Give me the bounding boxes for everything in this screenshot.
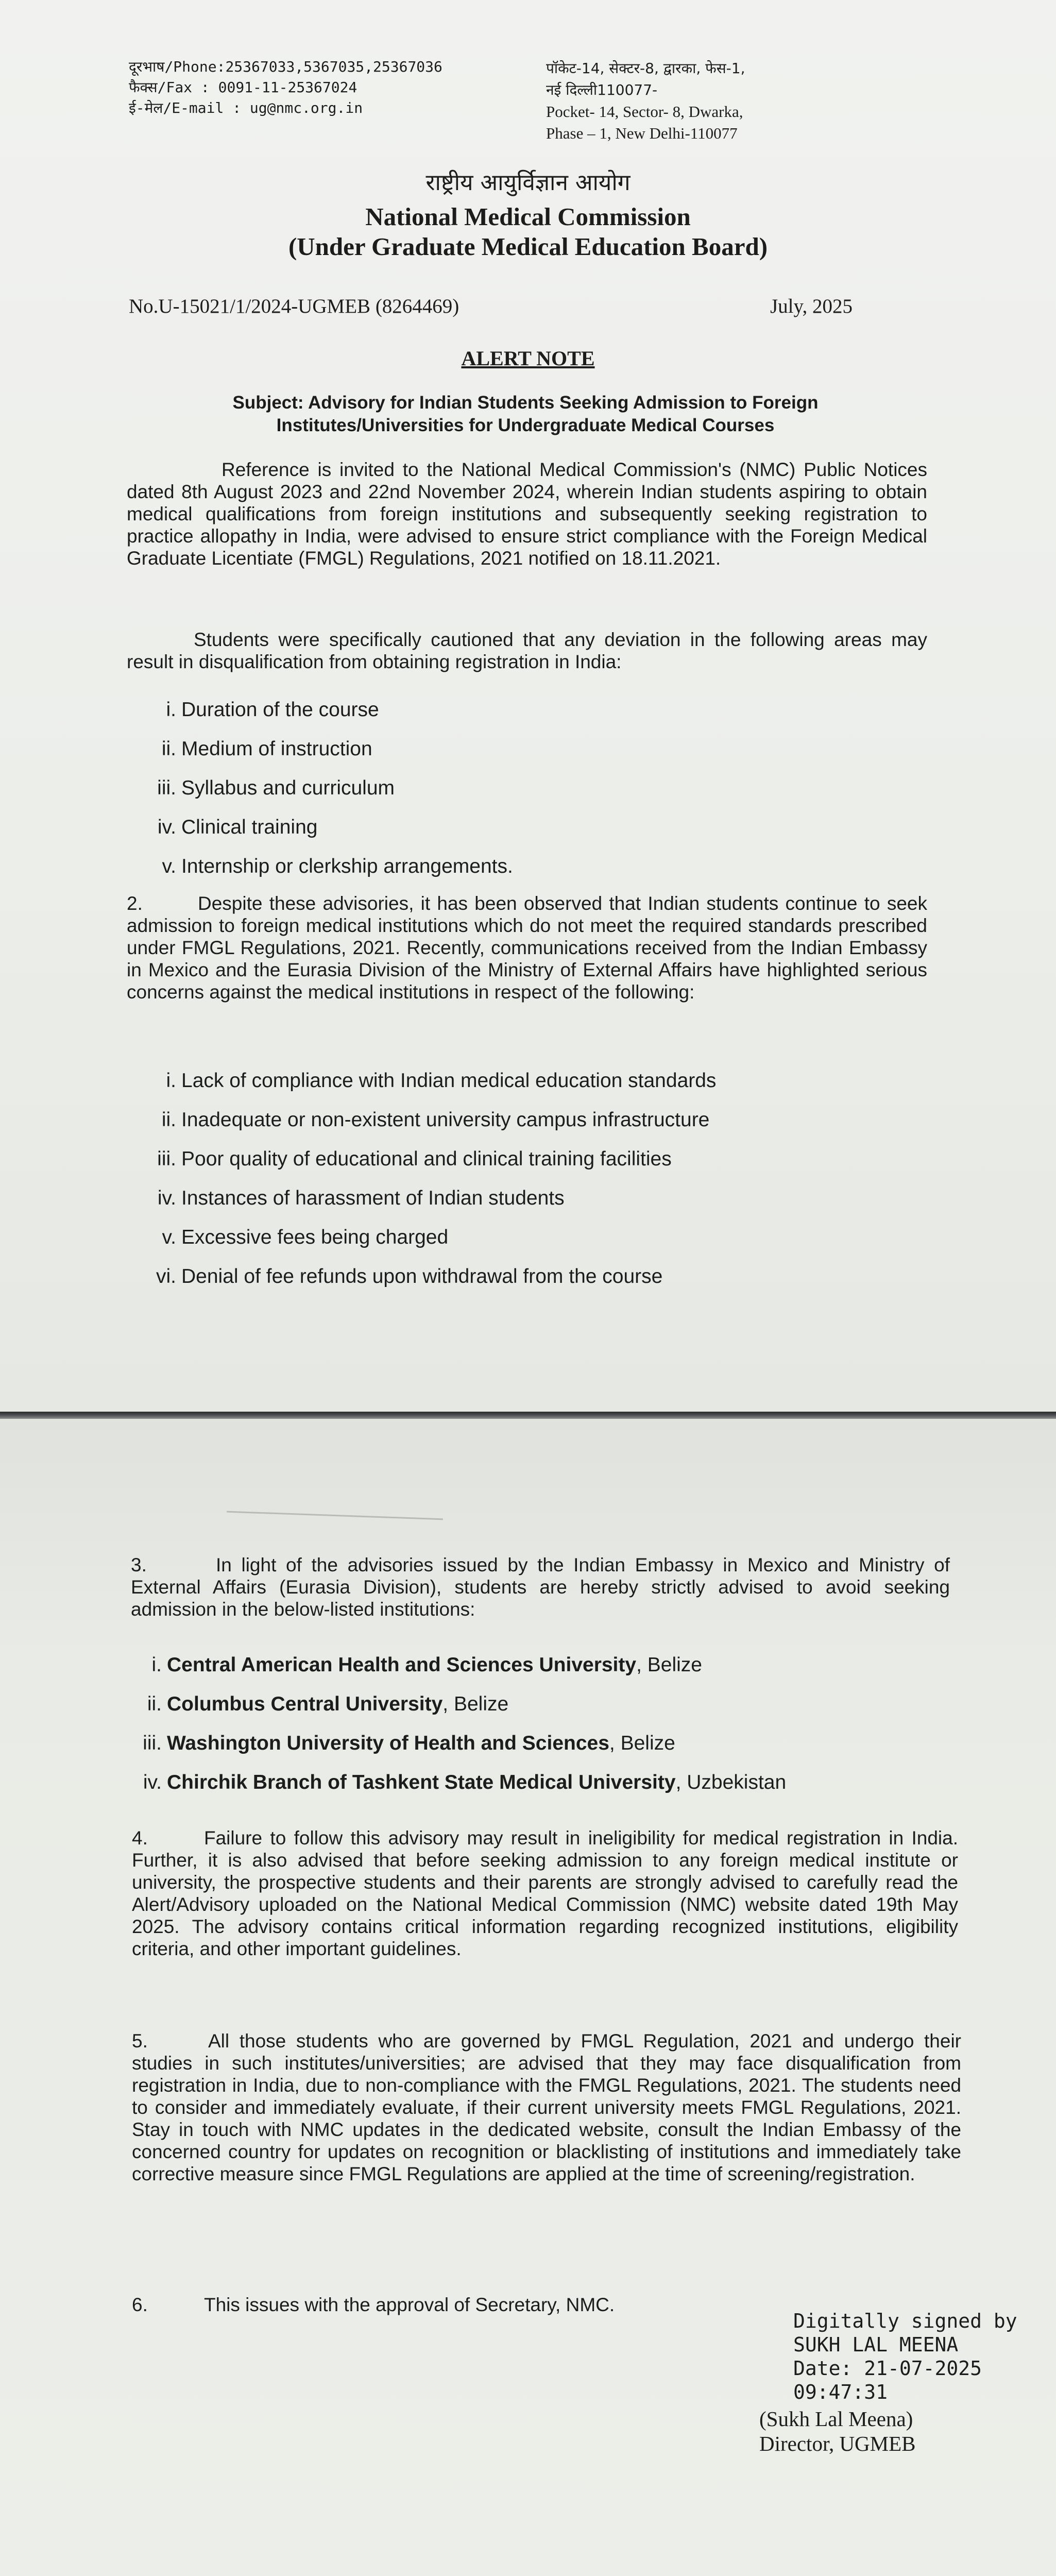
paragraph-number: 6.: [132, 2294, 148, 2315]
list-item: iii. Syllabus and curriculum: [157, 777, 395, 799]
list-item: vi. Denial of fee refunds upon withdrawal from the course: [156, 1265, 663, 1287]
paragraph-4: [132, 1827, 958, 1960]
signatory-name: (Sukh Lal Meena): [759, 2407, 913, 2431]
paragraph-number: 3.: [131, 1554, 147, 1575]
paragraph-4-text: Failure to follow this advisory may result in ineligibility for medical registration in India. Further, it is also advised that before seeking admission to any foreign medical institute or university, the prospective students and their parents are strongly advised to carefully read the Alert/Advisory uploaded on the National Medical Commission (NMC) website dated 19th May 2025. The advisory contains critical information regarding recognized institutions, eligibility criteria, and other important guidelines.: [132, 1827, 958, 1959]
contact-block: [129, 57, 442, 118]
signature-line: SUKH LAL MEENA: [793, 2333, 959, 2356]
areas-list: [113, 690, 513, 886]
address-english-1: Pocket- 14, Sector- 8, Dwarka,: [546, 103, 743, 121]
paragraph-caution: Students were specifically cautioned that any deviation in the following areas may result in disqualification from obtaining registration in India:: [127, 629, 927, 672]
list-item: iv. Chirchik Branch of Tashkent State Medical University, Uzbekistan: [143, 1771, 787, 1793]
concerns-list: [113, 1061, 716, 1296]
list-item: iii. Poor quality of educational and clinical training facilities: [157, 1148, 672, 1170]
paragraph-2: [127, 892, 927, 1003]
paragraph-3-text: In light of the advisories issued by the Indian Embassy in Mexico and Ministry of External Affairs (Eurasia Division), students are hereby strictly advised to avoid seeking admission in the below-listed institutions:: [131, 1554, 950, 1620]
paragraph-6-text: This issues with the approval of Secretary, NMC.: [204, 2294, 615, 2315]
org-title-english: National Medical Commission: [365, 202, 691, 231]
paragraph-3: [131, 1554, 950, 1620]
address-english-2: Phase – 1, New Delhi-110077: [546, 124, 738, 142]
address-block: [546, 58, 745, 144]
institutions-list: [99, 1646, 786, 1802]
list-item: ii. Columbus Central University, Belize: [147, 1693, 509, 1715]
list-item: v. Excessive fees being charged: [162, 1226, 449, 1248]
paragraph-2-text: Despite these advisories, it has been observed that Indian students continue to seek admission to foreign medical institutions which do not meet the required standards prescribed under FMGL Regulations, 2021. Recently, communications received from the Indian Embassy in Mexico and the Eurasia Division of the Ministry of External Affairs have highlighted serious concerns against the medical institutions in respect of the following:: [127, 893, 927, 1003]
alert-note-heading: ALERT NOTE: [461, 347, 595, 370]
digital-signature: [793, 2309, 1017, 2404]
contact-phone: दूरभाष/Phone:25367033,5367035,25367036: [129, 58, 442, 75]
signature-line: Digitally signed by: [793, 2310, 1017, 2332]
list-item: iv. Clinical training: [157, 816, 318, 838]
reference-number: No.U-15021/1/2024-UGMEB (8264469): [129, 295, 459, 317]
subject-line: Subject: Advisory for Indian Students Seeking Admission to Foreign Institutes/Universities for Undergraduate Medical Courses: [232, 393, 819, 435]
reference-date: July, 2025: [770, 295, 853, 317]
contact-fax: फैक्स/Fax : 0091-11-25367024: [129, 79, 357, 96]
org-title-hindi: राष्ट्रीय आयुर्विज्ञान आयोग: [425, 170, 631, 196]
address-hindi-2: नई दिल्ली110077-: [546, 81, 658, 98]
paragraph-number: 5.: [132, 2030, 148, 2052]
list-item: iii. Washington University of Health and Sciences, Belize: [143, 1732, 675, 1754]
contact-email: ई-मेल/E-mail : ug@nmc.org.in: [129, 99, 363, 116]
list-item: v. Internship or clerkship arrangements.: [162, 855, 513, 877]
list-item: i. Duration of the course: [166, 699, 379, 721]
list-item: iv. Instances of harassment of Indian students: [157, 1187, 565, 1209]
list-item: i. Lack of compliance with Indian medical education standards: [166, 1070, 717, 1092]
paragraph-intro: Reference is invited to the National Medical Commission's (NMC) Public Notices dated 8th August 2023 and 22nd November 2024, wherein Indian students aspiring to obtain medical qualifications from foreign institutions and subsequently seeking registration to practice allopathy in India, were advised to ensure strict compliance with the Foreign Medical Graduate Licentiate (FMGL) Regulations, 2021 notified on 18.11.2021.: [127, 459, 927, 569]
paragraph-number: 4.: [132, 1827, 148, 1849]
paragraph-5-text: All those students who are governed by FMGL Regulation, 2021 and undergo their studies in such institutes/universities; are advised that they may face disqualification from registration in India, due to non-compliance with the FMGL Regulations, 2021. The students need to consider and immediately evaluate, if their current university meets FMGL Regulations, 2021. Stay in touch with NMC updates in the dedicated website, consult the Indian Embassy of the concerned country for updates on recognition or blacklisting of institutions and immediately take corrective measure since FMGL Regulations are applied at the time of screening/registration.: [132, 2030, 961, 2184]
paragraph-6: [132, 2294, 750, 2316]
signature-line: Date: 21-07-2025: [793, 2357, 982, 2380]
list-item: i. Central American Health and Sciences University, Belize: [151, 1654, 702, 1676]
signature-line: 09:47:31: [793, 2381, 888, 2403]
signatory-designation: Director, UGMEB: [759, 2432, 916, 2455]
board-title: (Under Graduate Medical Education Board): [288, 232, 768, 261]
page-fold: [0, 1412, 1056, 1419]
address-hindi-1: पॉकेट-14, सेक्टर-8, द्वारका, फेस-1,: [546, 60, 745, 77]
list-item: ii. Medium of instruction: [161, 738, 372, 760]
paragraph-5: [132, 2030, 961, 2185]
paragraph-number: 2.: [127, 893, 143, 914]
list-item: ii. Inadequate or non-existent university campus infrastructure: [161, 1109, 710, 1131]
